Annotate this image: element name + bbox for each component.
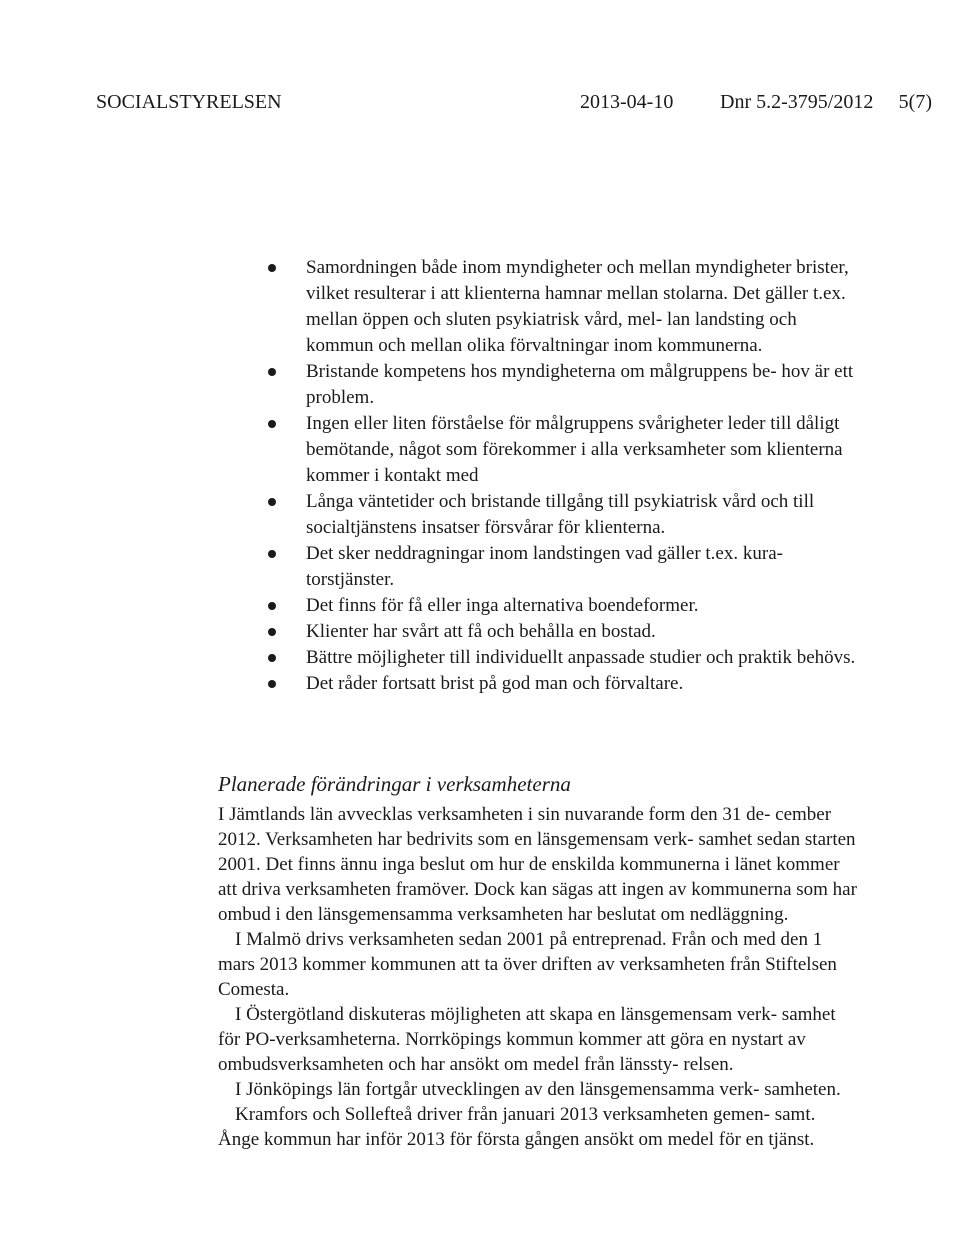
section-body — [218, 802, 858, 1152]
list-item-text: Klienter har svårt att få och behålla en bostad. — [306, 621, 656, 642]
list-item — [262, 671, 862, 697]
paragraph: I Jönköpings län fortgår utvecklingen av den länsgemensamma verk- samheten. — [235, 1079, 841, 1100]
paragraph: Kramfors och Sollefteå driver från januari 2013 verksamheten gemen- samt. Ånge kommun har inför 2013 för första gången ansökt om medel för en tjänst. — [218, 1104, 816, 1150]
problem-list — [262, 255, 862, 697]
document-date: 2013-04-10 — [580, 91, 674, 113]
list-item-text: Bristande kompetens hos myndigheterna om målgruppens be- hov är ett problem. — [306, 361, 854, 408]
organization-name: SOCIALSTYRELSEN — [96, 91, 282, 113]
list-item — [262, 593, 862, 619]
section-heading: Planerade förändringar i verksamheterna — [218, 772, 571, 796]
list-item — [262, 359, 862, 411]
list-item — [262, 411, 862, 489]
bullet-icon — [268, 498, 276, 506]
bullet-icon — [268, 264, 276, 272]
list-item-text: Långa väntetider och bristande tillgång till psykiatrisk vård och till socialtjänstens insatser försvårar för klienterna. — [306, 491, 815, 538]
page-number: 5(7) — [898, 91, 932, 113]
bullet-icon — [268, 550, 276, 558]
bullet-icon — [268, 420, 276, 428]
list-item-text: Bättre möjligheter till individuellt anpassade studier och praktik behövs. — [306, 647, 856, 668]
paragraph: I Malmö drivs verksamheten sedan 2001 på entreprenad. Från och med den 1 mars 2013 kommer kommunen att ta över driften av verksamheten från Stiftelsen Comesta. — [218, 929, 837, 1000]
document-number: Dnr 5.2-3795/2012 — [720, 91, 874, 113]
list-item — [262, 619, 862, 645]
paragraph: I Jämtlands län avvecklas verksamheten i sin nuvarande form den 31 de- cember 2012. Verksamheten har bedrivits som en länsgemensam verk- samhet sedan starten 2001. Det finns ännu inga beslut om hur de enskilda kommunerna i länet kommer att driva verksamheten framöver. Dock kan sägas att ingen av kommunerna som har ombud i den länsgemensamma verksamheten har beslutat om nedläggning. — [218, 804, 857, 925]
paragraph: I Östergötland diskuteras möjligheten att skapa en länsgemensam verk- samhet för PO-verksamheterna. Norrköpings kommun kommer att göra en nystart av ombudsverksamheten och har ansökt om medel från länssty- relsen. — [218, 1004, 836, 1075]
bullet-icon — [268, 628, 276, 636]
list-item — [262, 541, 862, 593]
list-item-text: Det sker neddragningar inom landstingen vad gäller t.ex. kura- torstjänster. — [306, 543, 783, 590]
list-item — [262, 255, 862, 359]
bullet-icon — [268, 602, 276, 610]
bullet-icon — [268, 654, 276, 662]
list-item-text: Det finns för få eller inga alternativa boendeformer. — [306, 595, 699, 616]
list-item-text: Det råder fortsatt brist på god man och förvaltare. — [306, 673, 684, 694]
list-item-text: Ingen eller liten förståelse för målgruppens svårigheter leder till dåligt bemötande, något som förekommer i alla verksamheter som klienterna kommer i kontakt med — [306, 413, 843, 486]
list-item-text: Samordningen både inom myndigheter och mellan myndigheter brister, vilket resulterar i att klienterna hamnar mellan stolarna. Det gäller t.ex. mellan öppen och sluten psykiatrisk vård, mel- lan landsting och kommun och mellan olika förvaltningar inom kommunerna. — [306, 257, 849, 356]
bullet-icon — [268, 680, 276, 688]
page-header — [96, 88, 932, 116]
list-item — [262, 489, 862, 541]
bullet-icon — [268, 368, 276, 376]
list-item — [262, 645, 862, 671]
